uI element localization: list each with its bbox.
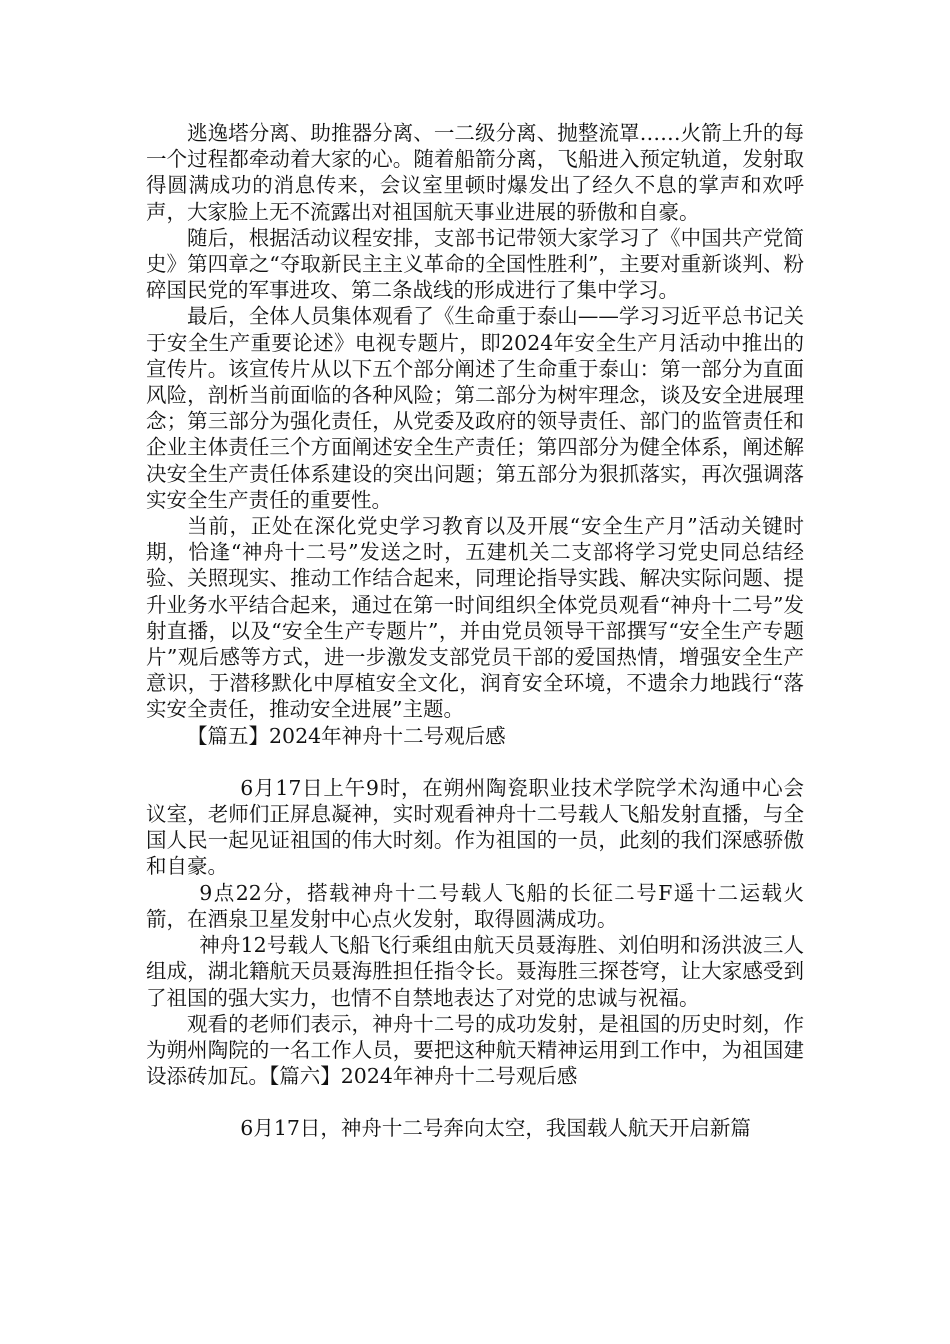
paragraph-party-history-study: 随后，根据活动议程安排，支部书记带领大家学习了《中国共产党简史》第四章之“夺取新民主主义革命的全国性胜利”，主要对重新谈判、粉碎国民党的军事进攻、第二条战线的形成进行了集中学习。 — [146, 225, 804, 303]
section-heading-part-five: 【篇五】2024年神舟十二号观后感 — [187, 723, 506, 748]
paragraph-launch-process: 逃逸塔分离、助推器分离、一二级分离、抛整流罩……火箭上升的每一个过程都牵动着大家的心。随着船箭分离，飞船进入预定轨道，发射取得圆满成功的消息传来，会议室里顿时爆发出了经久不息的掌声和欢呼声，大家脸上无不流露出对祖国航天事业进展的骄傲和自豪。 — [146, 121, 804, 224]
section-heading-part-six: 【篇六】2024年神舟十二号观后感 — [269, 1064, 578, 1089]
paragraph-current-period: 当前，正处在深化党史学习教育以及开展“安全生产月”活动关键时期，恰逢“神舟十二号”发送之时，五建机关二支部将学习党史同总结经验、关照现实、推动工作结合起来，同理论指导实践、解决实际问题、提升业务水平结合起来，通过在第一时间组织全体党员观看“神舟十二号”发射直播，以及“安全生产专题片”，并由党员领导干部撰写“安全生产专题片”观后感等方式，进一步激发支部党员干部的爱国热情，增强安全生产意识，于潜移默化中厚植安全文化，润育安全环境，不遗余力地践行“落实安全责任，推动安全进展”主题。 — [146, 514, 804, 722]
blank-line — [146, 1089, 804, 1115]
paragraph-part-six-opening: 6月17日，神舟十二号奔向太空，我国载人航天开启新篇 — [240, 1116, 751, 1141]
paragraph-teachers-comment-text: 观看的老师们表示，神舟十二号的成功发射，是祖国的历史时刻，作为朔州陶院的一名工作人员，要把这种航天精神运用到工作中，为祖国建设添砖加瓦。 — [146, 1011, 804, 1089]
paragraph-teachers-comment — [146, 1011, 804, 1090]
paragraph-astronaut-crew: 神舟12号载人飞船飞行乘组由航天员聂海胜、刘伯明和汤洪波三人组成，湖北籍航天员聂海胜担任指令长。聂海胜三探苍穹，让大家感受到了祖国的强大实力，也情不自禁地表达了对党的忠诚与祝福。 — [146, 933, 804, 1010]
paragraph-june-17-morning: 6月17日上午9时，在朔州陶瓷职业技术学院学术沟通中心会议室，老师们正屏息凝神，实时观看神舟十二号载人飞船发射直播，与全国人民一起见证祖国的伟大时刻。作为祖国的一员，此刻的我们深感骄傲和自豪。 — [146, 775, 804, 879]
paragraph-launch-time: 9点22分，搭载神舟十二号载人飞船的长征二号F遥十二运载火箭，在酒泉卫星发射中心点火发射，取得圆满成功。 — [146, 880, 804, 931]
document-page — [146, 120, 804, 1142]
blank-line — [146, 749, 804, 775]
paragraph-safety-film: 最后，全体人员集体观看了《生命重于泰山——学习习近平总书记关于安全生产重要论述》电视专题片，即2024年安全生产月活动中推出的宣传片。该宣传片从以下五个部分阐述了生命重于泰山：第一部分为直面风险，剖析当前面临的各种风险；第二部分为树牢理念，谈及安全进展理念；第三部分为强化责任，从党委及政府的领导责任、部门的监管责任和企业主体责任三个方面阐述安全生产责任；第四部分为健全体系，阐述解决安全生产责任体系建设的突出问题；第五部分为狠抓落实，再次强调落实安全生产责任的重要性。 — [146, 304, 804, 512]
